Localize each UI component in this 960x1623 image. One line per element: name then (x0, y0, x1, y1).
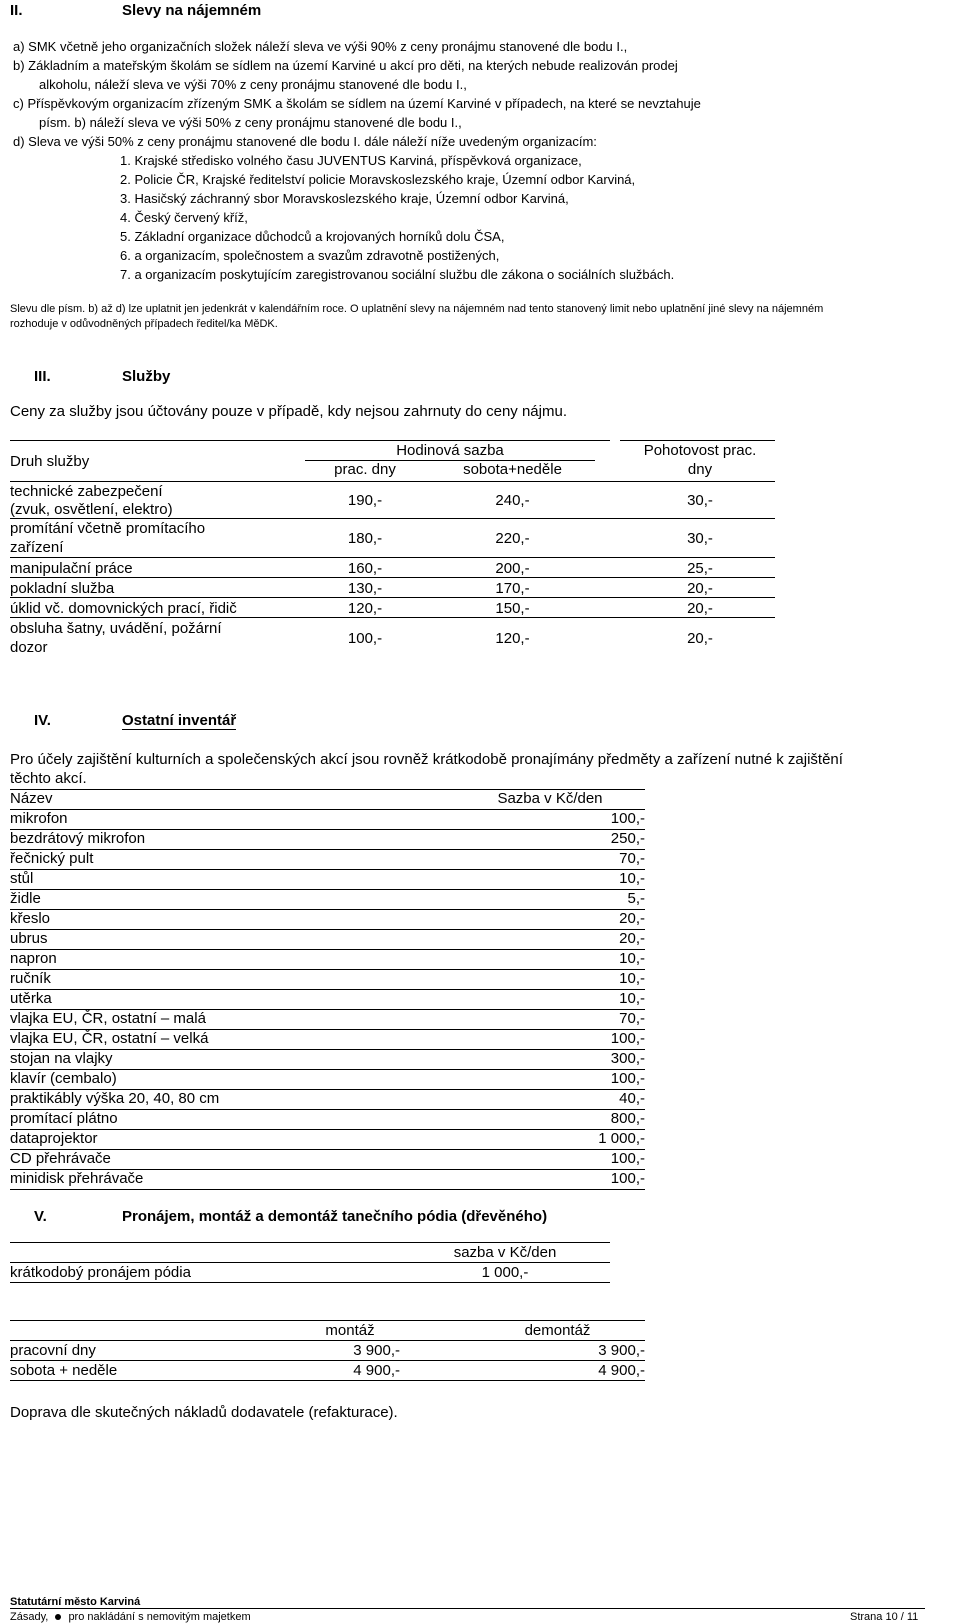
discount-note-line1: Slevu dle písm. b) až d) lze uplatnit jen jedenkrát v kalendářním roce. O uplatnění slevy na nájemném nad tento stanovený limit nebo uplatnění jiné slevy na nájemném (10, 303, 824, 315)
section-ii-title: Slevy na nájemném (122, 2, 262, 19)
assembly-row-label: pracovní dny (10, 1342, 96, 1359)
inventory-item-name: stůl (10, 870, 34, 887)
rate-standby: 30,- (687, 530, 713, 547)
org-list-item: 5. Základní organizace důchodců a krojovaných horníků dolu ČSA, (120, 229, 505, 244)
service-name: úklid vč. domovnických prací, řidič (10, 600, 237, 617)
col-header-service: Druh služby (10, 453, 90, 470)
service-name: technické zabezpečení (10, 483, 163, 500)
col-header-hourly-rate: Hodinová sazba (396, 442, 504, 459)
inventory-item-name: vlajka EU, ČR, ostatní – velká (10, 1030, 209, 1047)
rate-weekend: 120,- (495, 630, 530, 647)
col-header-assembly: montáž (325, 1322, 375, 1339)
disassembly-value: 3 900,- (598, 1342, 645, 1359)
rate-weekday: 180,- (347, 530, 383, 547)
assembly-row-label: sobota + neděle (10, 1362, 118, 1379)
table-rule (10, 1189, 645, 1190)
table-rule (10, 1320, 645, 1321)
inventory-intro-line2: těchto akcí. (10, 770, 87, 787)
disassembly-value: 4 900,- (598, 1362, 645, 1379)
table-rule (10, 617, 775, 618)
col-header-rate: sazba v Kč/den (453, 1244, 557, 1261)
inventory-item-rate: 40,- (619, 1090, 645, 1107)
rate-weekend: 200,- (495, 560, 530, 577)
table-rule (10, 1242, 610, 1243)
org-list-item: 6. a organizacím, společnostem a svazům zdravotně postižených, (120, 248, 500, 263)
inventory-item-rate: 20,- (619, 910, 645, 927)
org-list-item: 3. Hasičský záchranný sbor Moravskoslezského kraje, Územní odbor Karviná, (120, 191, 569, 206)
inventory-item-rate: 20,- (619, 930, 645, 947)
col-header-rate: Sazba v Kč/den (497, 790, 603, 807)
inventory-item-rate: 100,- (610, 1070, 645, 1087)
col-header-weekday: prac. dny (334, 461, 396, 478)
rate-weekday: 190,- (347, 492, 383, 509)
org-list-item: 4. Český červený kříž, (120, 210, 248, 225)
inventory-item-rate: 800,- (610, 1110, 645, 1127)
section-iii-number: III. (34, 368, 51, 385)
page-number: Strana 10 / 11 (850, 1611, 919, 1623)
service-name-cont: dozor (10, 639, 48, 656)
service-name: pokladní služba (10, 580, 115, 597)
inventory-item-name: ubrus (10, 930, 48, 947)
inventory-item-name: řečnický pult (10, 850, 94, 867)
col-header-standby: Pohotovost prac. (643, 442, 757, 459)
inventory-item-rate: 10,- (619, 970, 645, 987)
services-intro: Ceny za služby jsou účtovány pouze v případě, kdy nejsou zahrnuty do ceny nájmu. (10, 403, 567, 420)
table-rule (10, 1380, 645, 1381)
org-list-item: 1. Krajské středisko volného času JUVENTUS Karviná, příspěvková organizace, (120, 153, 582, 168)
table-rule (10, 577, 775, 578)
footer-organization: Statutární město Karviná (10, 1596, 141, 1608)
assembly-value: 3 900,- (353, 1342, 400, 1359)
table-rule (620, 440, 775, 441)
inventory-item-rate: 250,- (610, 830, 645, 847)
inventory-item-rate: 100,- (610, 1150, 645, 1167)
table-rule (10, 1340, 645, 1341)
rent-value: 1 000,- (481, 1264, 529, 1281)
inventory-item-name: utěrka (10, 990, 52, 1007)
rate-weekday: 130,- (347, 580, 383, 597)
footer-divider (10, 1608, 925, 1609)
section-v-title: Pronájem, montáž a demontáž tanečního pódia (dřevěného) (122, 1208, 548, 1225)
table-rule (305, 460, 595, 461)
rate-weekend: 240,- (495, 492, 530, 509)
inventory-item-name: CD přehrávače (10, 1150, 111, 1167)
rate-weekend: 220,- (495, 530, 530, 547)
inventory-item-rate: 5,- (627, 890, 645, 907)
inventory-item-rate: 70,- (619, 850, 645, 867)
discount-a: a) SMK včetně jeho organizačních složek náleží sleva ve výši 90% z ceny pronájmu stanovené dle bodu I., (13, 39, 628, 54)
section-iii-title: Služby (122, 368, 171, 385)
org-list-item: 7. a organizacím poskytujícím zaregistrovanou sociální službu dle zákona o sociálních službách. (120, 267, 675, 282)
table-rule (10, 1360, 645, 1361)
transport-note: Doprava dle skutečných nákladů dodavatele (refakturace). (10, 1404, 398, 1421)
inventory-item-rate: 100,- (610, 1030, 645, 1047)
service-name: obsluha šatny, uvádění, požární (10, 620, 222, 637)
table-rule (10, 1282, 610, 1283)
inventory-item-name: ručník (10, 970, 51, 987)
inventory-item-name: napron (10, 950, 57, 967)
inventory-item-rate: 10,- (619, 870, 645, 887)
inventory-item-name: dataprojektor (10, 1130, 98, 1147)
rate-standby: 20,- (687, 600, 713, 617)
discount-b-line2: alkoholu, náleží sleva ve výši 70% z ceny pronájmu stanovené dle bodu I., (39, 77, 467, 92)
table-rule (10, 1262, 610, 1263)
rate-standby: 25,- (687, 560, 713, 577)
service-name: manipulační práce (10, 560, 133, 577)
table-rule (10, 597, 775, 598)
rate-weekend: 170,- (495, 580, 530, 597)
inventory-item-rate: 100,- (610, 810, 645, 827)
footer-document (10, 1611, 251, 1623)
section-iv-title: Ostatní inventář (122, 712, 237, 729)
assembly-value: 4 900,- (353, 1362, 400, 1379)
service-name: promítání včetně promítacího (10, 520, 206, 537)
col-header-name: Název (10, 790, 53, 807)
table-rule (10, 481, 775, 482)
discount-d: d) Sleva ve výši 50% z ceny pronájmu stanovené dle bodu I. dále náleží níže uvedeným organizacím: (13, 134, 597, 149)
inventory-item-name: bezdrátový mikrofon (10, 830, 146, 847)
inventory-item-name: stojan na vlajky (10, 1050, 113, 1067)
inventory-item-name: klavír (cembalo) (10, 1070, 117, 1087)
rate-standby: 30,- (687, 492, 713, 509)
rate-weekday: 160,- (347, 560, 383, 577)
col-header-weekend: sobota+neděle (463, 461, 562, 478)
rate-standby: 20,- (687, 580, 713, 597)
inventory-intro-line1: Pro účely zajištění kulturních a společenských akcí jsou rovněž krátkodobě pronajímány předměty a zařízení nutné k zajištění (10, 751, 843, 768)
inventory-item-name: minidisk přehrávače (10, 1170, 144, 1187)
inventory-item-name: promítací plátno (10, 1110, 118, 1127)
bullet-icon (55, 1614, 61, 1620)
rate-weekday: 100,- (347, 630, 383, 647)
discount-c-line2: písm. b) náleží sleva ve výši 50% z ceny pronájmu stanovené dle bodu I., (39, 115, 462, 130)
section-v-number: V. (34, 1208, 47, 1225)
inventory-item-name: židle (10, 890, 41, 907)
col-header-standby-days: dny (687, 461, 713, 478)
service-name-cont: (zvuk, osvětlení, elektro) (10, 501, 173, 518)
footer-doc-prefix: Zásady, (10, 1611, 49, 1623)
inventory-item-rate: 10,- (619, 990, 645, 1007)
footer-doc-title: pro nakládání s nemovitým majetkem (68, 1611, 251, 1623)
inventory-item-name: křeslo (10, 910, 51, 927)
section-ii-number: II. (10, 2, 23, 19)
discount-note-line2: rozhoduje v odůvodněných případech ředitel/ka MěDK. (10, 318, 278, 330)
table-rule (10, 518, 775, 519)
rate-weekend: 150,- (495, 600, 530, 617)
section-iv-number: IV. (34, 712, 51, 729)
discount-b-line1: b) Základním a mateřským školám se sídlem na území Karviné u akcí pro děti, na kterých nebude realizován prodej (13, 58, 678, 73)
discount-c-line1: c) Příspěvkovým organizacím zřízeným SMK a školám se sídlem na území Karviné v případech, na které se nevztahuje (13, 96, 701, 111)
inventory-item-rate: 10,- (619, 950, 645, 967)
org-list-item: 2. Policie ČR, Krajské ředitelství policie Moravskoslezského kraje, Územní odbor Karviná, (120, 172, 636, 187)
rent-label: krátkodobý pronájem pódia (10, 1264, 191, 1281)
service-name-cont: zařízení (10, 539, 64, 556)
rate-standby: 20,- (687, 630, 713, 647)
inventory-item-name: praktikábly výška 20, 40, 80 cm (10, 1090, 220, 1107)
inventory-item-rate: 1 000,- (598, 1130, 645, 1147)
table-rule (10, 557, 775, 558)
inventory-item-rate: 100,- (610, 1170, 645, 1187)
col-header-disassembly: demontáž (524, 1322, 591, 1339)
inventory-item-name: mikrofon (10, 810, 68, 827)
rate-weekday: 120,- (347, 600, 383, 617)
inventory-item-rate: 70,- (619, 1010, 645, 1027)
inventory-item-name: vlajka EU, ČR, ostatní – malá (10, 1010, 206, 1027)
inventory-item-rate: 300,- (610, 1050, 645, 1067)
table-rule (10, 440, 610, 441)
